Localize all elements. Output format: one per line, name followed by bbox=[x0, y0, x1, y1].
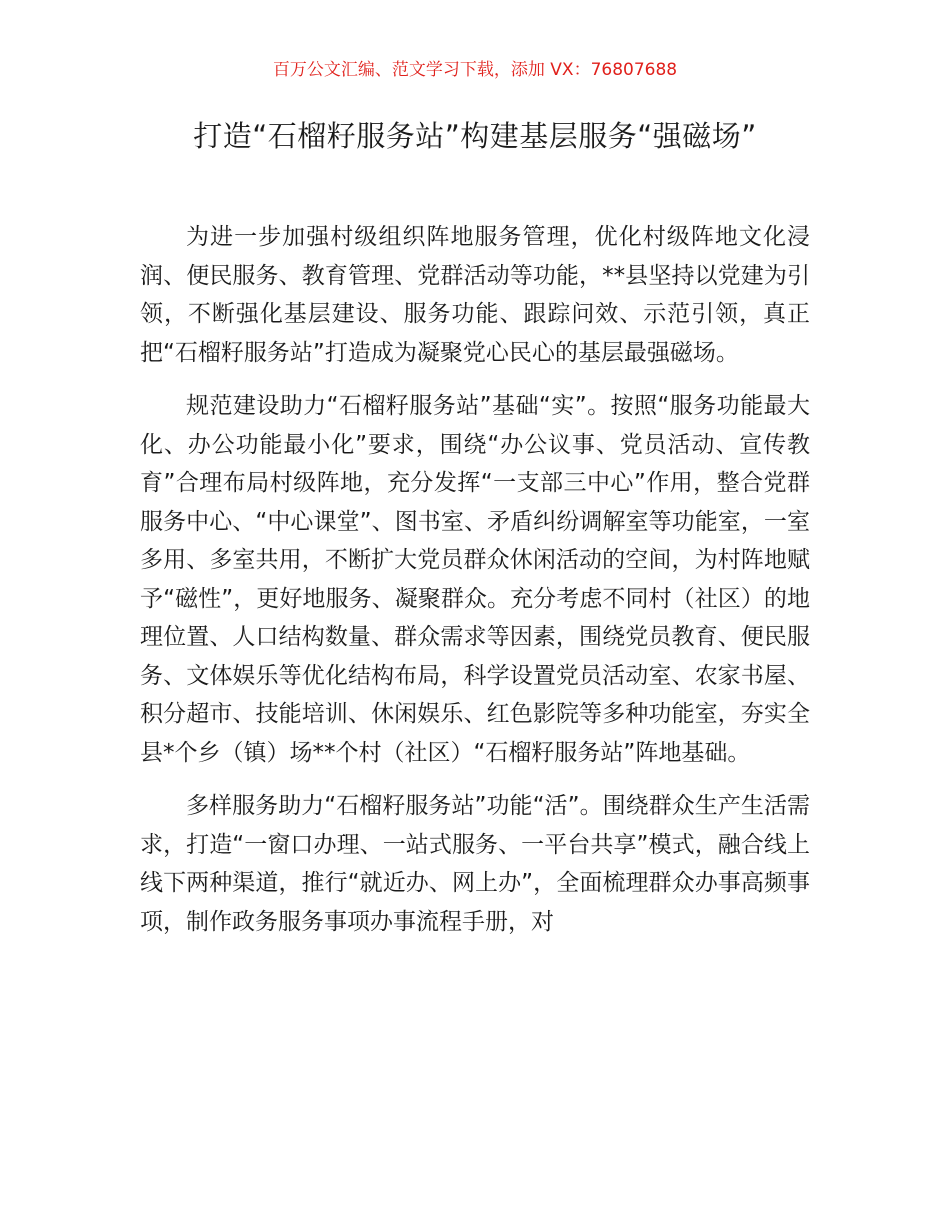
body-paragraph: 为进一步加强村级组织阵地服务管理，优化村级阵地文化浸润、便民服务、教育管理、党群活动等功能，**县坚持以党建为引领，不断强化基层建设、服务功能、跟踪问效、示范引领，真正把“石榴籽服务站”打造成为凝聚党心民心的基层最强磁场。 bbox=[140, 224, 810, 366]
document-title: 打造“石榴籽服务站”构建基层服务“强磁场” bbox=[193, 119, 757, 153]
document-body bbox=[140, 218, 810, 956]
promo-banner: 百万公文汇编、范文学习下载，添加 VX：76807688 bbox=[272, 60, 678, 80]
body-paragraph: 多样服务助力“石榴籽服务站”功能“活”。围绕群众生产生活需求，打造“一窗口办理、一站式服务、一平台共享”模式，融合线上线下两种渠道，推行“就近办、网上办”，全面梳理群众办事高频事项，制作政务服务事项办事流程手册，对 bbox=[140, 793, 810, 935]
body-paragraph: 规范建设助力“石榴籽服务站”基础“实”。按照“服务功能最大化、办公功能最小化”要求，围绕“办公议事、党员活动、宣传教育”合理布局村级阵地，充分发挥“一支部三中心”作用，整合党群服务中心、“中心课堂”、图书室、矛盾纠纷调解室等功能室，一室多用、多室共用，不断扩大党员群众休闲活动的空间，为村阵地赋予“磁性”，更好地服务、凝聚群众。充分考虑不同村（社区）的地理位置、人口结构数量、群众需求等因素，围绕党员教育、便民服务、文体娱乐等优化结构布局，科学设置党员活动室、农家书屋、积分超市、技能培训、休闲娱乐、红色影院等多种功能室，夯实全县*个乡（镇）场**个村（社区）“石榴籽服务站”阵地基础。 bbox=[140, 393, 810, 766]
